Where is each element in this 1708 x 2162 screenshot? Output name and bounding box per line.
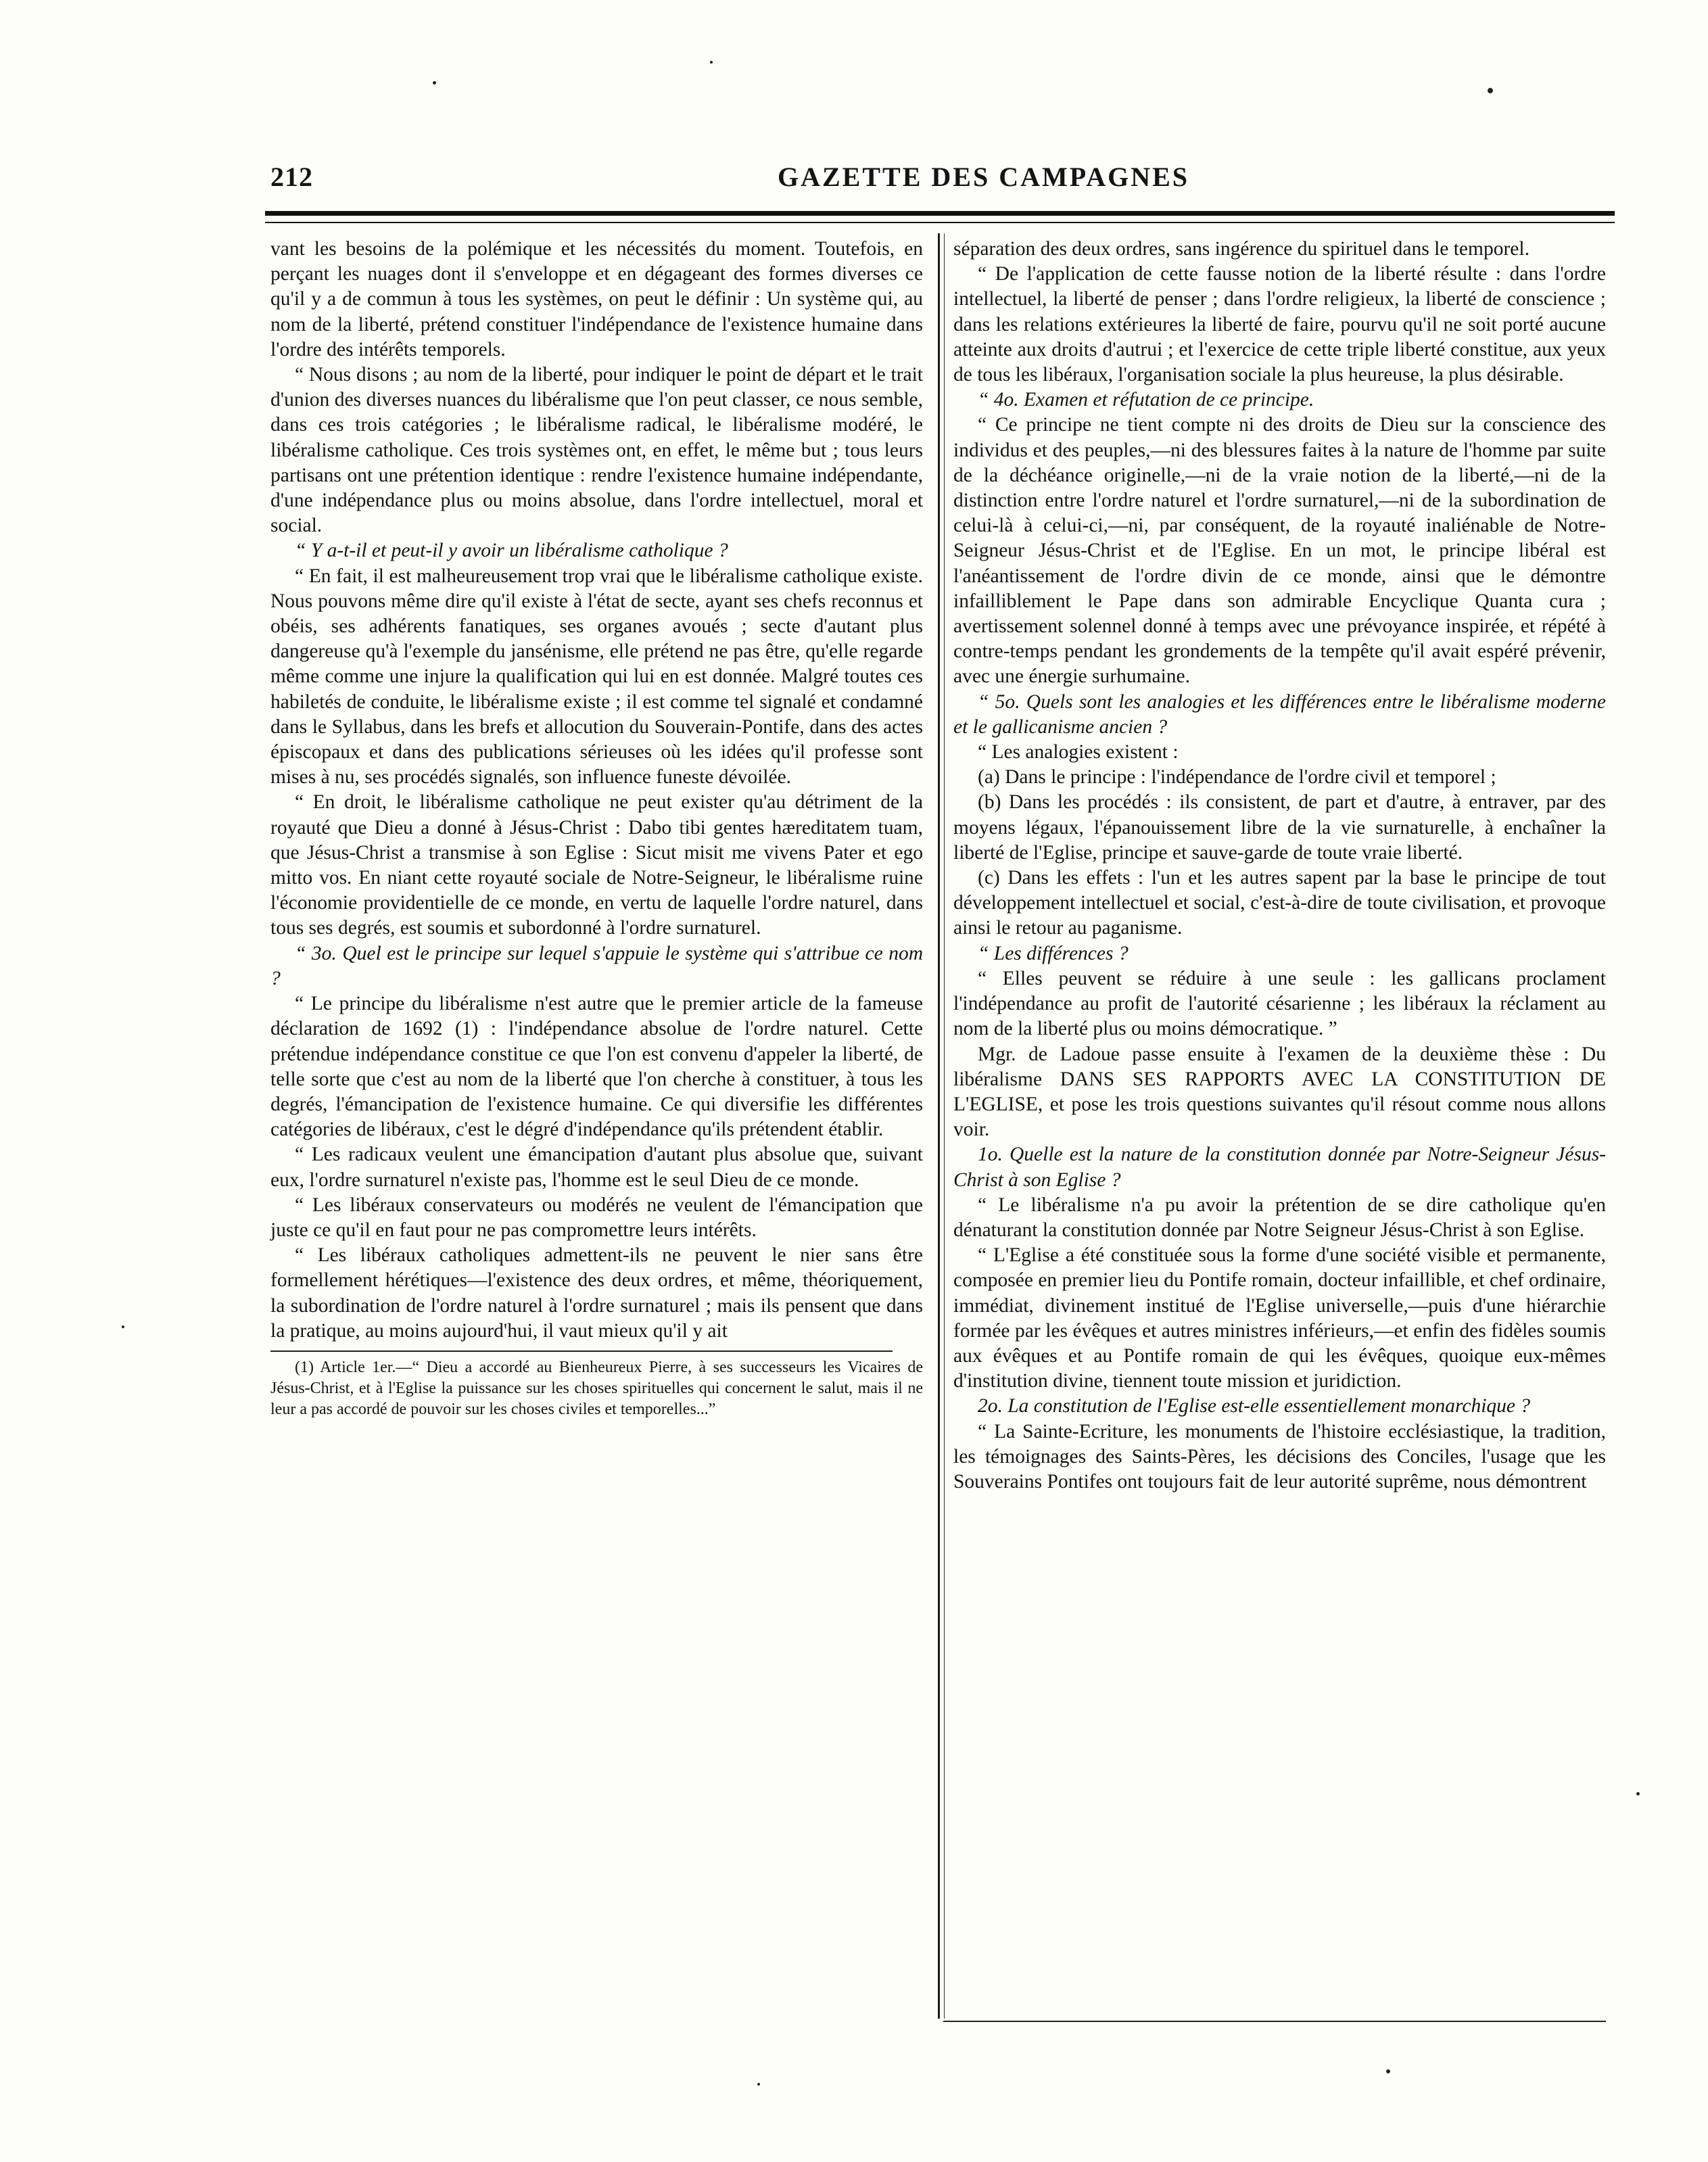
bottom-rule <box>943 2021 1606 2022</box>
paragraph: “ En fait, il est malheureusement trop vrai que le libéralisme catholique existe. Nous pouvons même dire qu'il existe à l'état de secte, ayant ses chefs reconnus et obéis, ses adhérents fanatiques, ses organes avoués ; secte d'autant plus dangereuse qu'à l'exemple du jansénisme, elle prétend ne pas être, qu'elle regarde même comme une injure la qualification qui lui en est donnée. Malgré toutes ces habiletés de conduite, le libéralisme existe ; il est comme tel signalé et condamné dans le Syllabus, dans les brefs et allocution du Souverain-Pontife, dans des actes épiscopaux et dans des publications sérieuses où les idées qu'il professe sont mises à nu, ses procédés signalés, son influence funeste dévoilée. <box>270 565 923 789</box>
section-question: “ 3o. Quel est le principe sur lequel s'appuie le système qui s'attribue ce nom ? <box>270 942 923 989</box>
header-rule-thick <box>265 211 1615 216</box>
footnote-rule <box>270 1350 893 1352</box>
list-item: (c) Dans les effets : l'un et les autres sapent par la base le principe de tout développement intellectuel et social, c'est-à-dire de toute civilisation, et provoque ainsi le retour au paganisme. <box>953 867 1606 939</box>
paragraph: “ Les analogies existent : <box>978 741 1179 763</box>
paragraph: “ Ce principe ne tient compte ni des droits de Dieu sur la conscience des individus et des peuples,—ni des blessures faites à la nature de l'homme par suite de la déchéance originelle,—ni de la vraie notion de la liberté,—ni de la distinction entre l'ordre naturel et l'ordre surnaturel,—ni de la subordination de celui-là à celui-ci,—ni, par conséquent, de la royauté inaliénable de Notre-Seigneur Jésus-Christ et de l'Eglise. En un mot, le principe libéral est l'anéantissement de l'ordre divin de ce monde, ainsi que le démontre infailliblement le Pape dans son admirable Encyclique Quanta cura ; avertissement solennel donné à temps avec une prévoyance inspirée, et répété à contre-temps pendant les grondements de la tempête qu'il avait espéré prévenir, avec une énergie surhumaine. <box>953 414 1606 688</box>
scan-speck <box>122 1325 124 1328</box>
paragraph: “ Nous disons ; au nom de la liberté, pour indiquer le point de départ et le trait d'union des diverses nuances du libéralisme que l'on peut classer, ce nous semble, dans ces trois catégories ; le libéralisme radical, le libéralisme modéré, le libéralisme catholique. Ces trois systèmes ont, en effet, le même but ; tous leurs partisans ont une prétention identique : rendre l'existence humaine indépendante, d'une indépendance plus ou moins absolue, dans l'ordre intellectuel, moral et social. <box>270 364 923 537</box>
journal-title: GAZETTE DES CAMPAGNES <box>778 162 1190 192</box>
paragraph: “ La Sainte-Ecriture, les monuments de l'histoire ecclésiastique, la tradition, les témoignages des Saints-Pères, les décisions des Conciles, l'usage que les Souverains Pontifes ont toujours fait de leur autorité suprême, nous démontrent <box>953 1420 1606 1493</box>
footnote: (1) Article 1er.—“ Dieu a accordé au Bienheureux Pierre, à ses successeurs les Vicaires de Jésus-Christ, et à l'Eglise la puissance sur les choses spirituelles qui concernent le salut, mais il ne leur a pas accordé de pouvoir sur les choses civiles et temporelles...” <box>270 1358 923 1418</box>
page-number: 212 <box>270 162 313 192</box>
section-question: “ Y a-t-il et peut-il y avoir un libéralisme catholique ? <box>295 540 728 562</box>
list-item: (a) Dans le principe : l'indépendance de l'ordre civil et temporel ; <box>978 766 1496 789</box>
paragraph: “ Le libéralisme n'a pu avoir la prétention de se dire catholique qu'en dénaturant la constitution donnée par Notre Seigneur Jésus-Christ à son Eglise. <box>953 1194 1606 1241</box>
section-question: “ 4o. Examen et réfutation de ce principe. <box>978 389 1314 411</box>
paragraph: “ L'Eglise a été constituée sous la forme d'une société visible et permanente, composée en premier lieu du Pontife romain, docteur infaillible, et chef ordinaire, immédiat, divinement institué de l'Eglise universelle,—puis d'une hiérarchie formée par les évêques et autres ministres inférieurs,—et enfin des fidèles soumis aux évêques et au Pontife romain de qui les évêques, quoique eux-mêmes d'institution divine, tiennent toute mission et juridiction. <box>953 1244 1606 1392</box>
paragraph: “ Les radicaux veulent une émancipation d'autant plus absolue que, suivant eux, l'ordre surnaturel n'existe pas, l'homme est le seul Dieu de ce monde. <box>270 1144 923 1191</box>
scan-speck <box>433 81 436 85</box>
paragraph: “ Les différences ? <box>978 942 1129 964</box>
paragraph: “ Le principe du libéralisme n'est autre que le premier article de la fameuse déclaration de 1692 (1) : l'indépendance absolue de l'ordre naturel. Cette prétendue indépendance constitue ce que l'on est convenu d'appeler la liberté, de telle sorte que c'est au nom de la liberté que l'on cherche à constituer, à tous les degrés, l'émancipation de l'existence humaine. Ce qui diversifie les différentes catégories de libéraux, c'est le dégré d'indépendance qu'ils prétendent établir. <box>270 993 923 1141</box>
paragraph: “ Les libéraux conservateurs ou modérés ne veulent de l'émancipation que juste ce qu'il en faut pour ne pas compromettre leurs intérêts. <box>270 1194 923 1241</box>
list-item: (b) Dans les procédés : ils consistent, de part et d'autre, à entraver, par des moyens légaux, l'épanouissement libre de la vie surnaturelle, à enchaîner la liberté de l'Eglise, principe et sauve-garde de toute vraie liberté. <box>953 791 1606 864</box>
column-divider-inner <box>944 233 945 2019</box>
right-column <box>953 237 1606 1495</box>
paragraph: “ En droit, le libéralisme catholique ne peut exister qu'au détriment de la royauté que Dieu a donné à Jésus-Christ : Dabo tibi gentes hæreditatem tuam, que Jésus-Christ a transmise à son Eglise : Sicut misit me vivens Pater et ego mitto vos. En niant cette royauté sociale de Notre-Seigneur, le libéralisme ruine l'économie providentielle de ce monde, en vertu de laquelle l'ordre naturel, dans tous ses degrés, est soumis et subordonné à l'ordre surnaturel. <box>270 791 923 939</box>
section-question: 1o. Quelle est la nature de la constitution donnée par Notre-Seigneur Jésus-Christ à son Eglise ? <box>953 1144 1606 1191</box>
scan-speck <box>1636 1792 1640 1795</box>
paragraph: “ Elles peuvent se réduire à une seule : les gallicans proclament l'indépendance au profit de l'autorité césarienne ; les libéraux la réclament au nom de la liberté plus ou moins démocratique. ” <box>953 967 1606 1040</box>
left-column <box>270 237 923 1420</box>
paragraph: “ De l'application de cette fausse notion de la liberté résulte : dans l'ordre intellectuel, la liberté de penser ; dans l'ordre religieux, la liberté de conscience ; dans les relations extérieures la liberté de faire, pourvu qu'il ne soit porté aucune atteinte aux droits d'autrui ; et l'exercice de cette triple liberté constitue, aux yeux de tous les libéraux, l'organisation sociale la plus heureuse, la plus désirable. <box>953 263 1606 386</box>
section-question: “ 5o. Quels sont les analogies et les différences entre le libéralisme moderne et le gallicanisme ancien ? <box>953 690 1606 738</box>
header-rule-thin <box>265 222 1615 223</box>
paragraph: “ Les libéraux catholiques admettent-ils ne peuvent le nier sans être formellement hérétiques—l'existence des deux ordres, et même, théoriquement, la subordination de l'ordre naturel à l'ordre surnaturel ; mais ils pensent que dans la pratique, au moins aujourd'hui, il vaut mieux qu'il y ait <box>270 1244 923 1342</box>
section-question: 2o. La constitution de l'Eglise est-elle essentiellement monarchique ? <box>978 1395 1531 1417</box>
paragraph: Mgr. de Ladoue passe ensuite à l'examen de la deuxième thèse : Du libéralisme DANS SES RAPPORTS AVEC LA CONSTITUTION DE L'EGLISE, et pose les trois questions suivantes qu'il résout comme nous allons voir. <box>953 1043 1606 1141</box>
column-divider <box>938 233 940 2019</box>
scan-speck <box>1488 88 1493 93</box>
page-header <box>270 161 1609 202</box>
paragraph: vant les besoins de la polémique et les nécessités du moment. Toutefois, en perçant les nuages dont il s'enveloppe et en dégageant des formes diverses ce qu'il y a de commun à tous les systèmes, on peut le définir : Un système qui, au nom de la liberté, prétend constituer l'indépendance de l'existence humaine dans l'ordre des intérêts temporels. <box>270 238 923 360</box>
scan-speck <box>757 2083 760 2086</box>
scan-speck <box>710 61 713 64</box>
paragraph: séparation des deux ordres, sans ingérence du spirituel dans le temporel. <box>953 238 1529 260</box>
scan-speck <box>1386 2069 1390 2073</box>
